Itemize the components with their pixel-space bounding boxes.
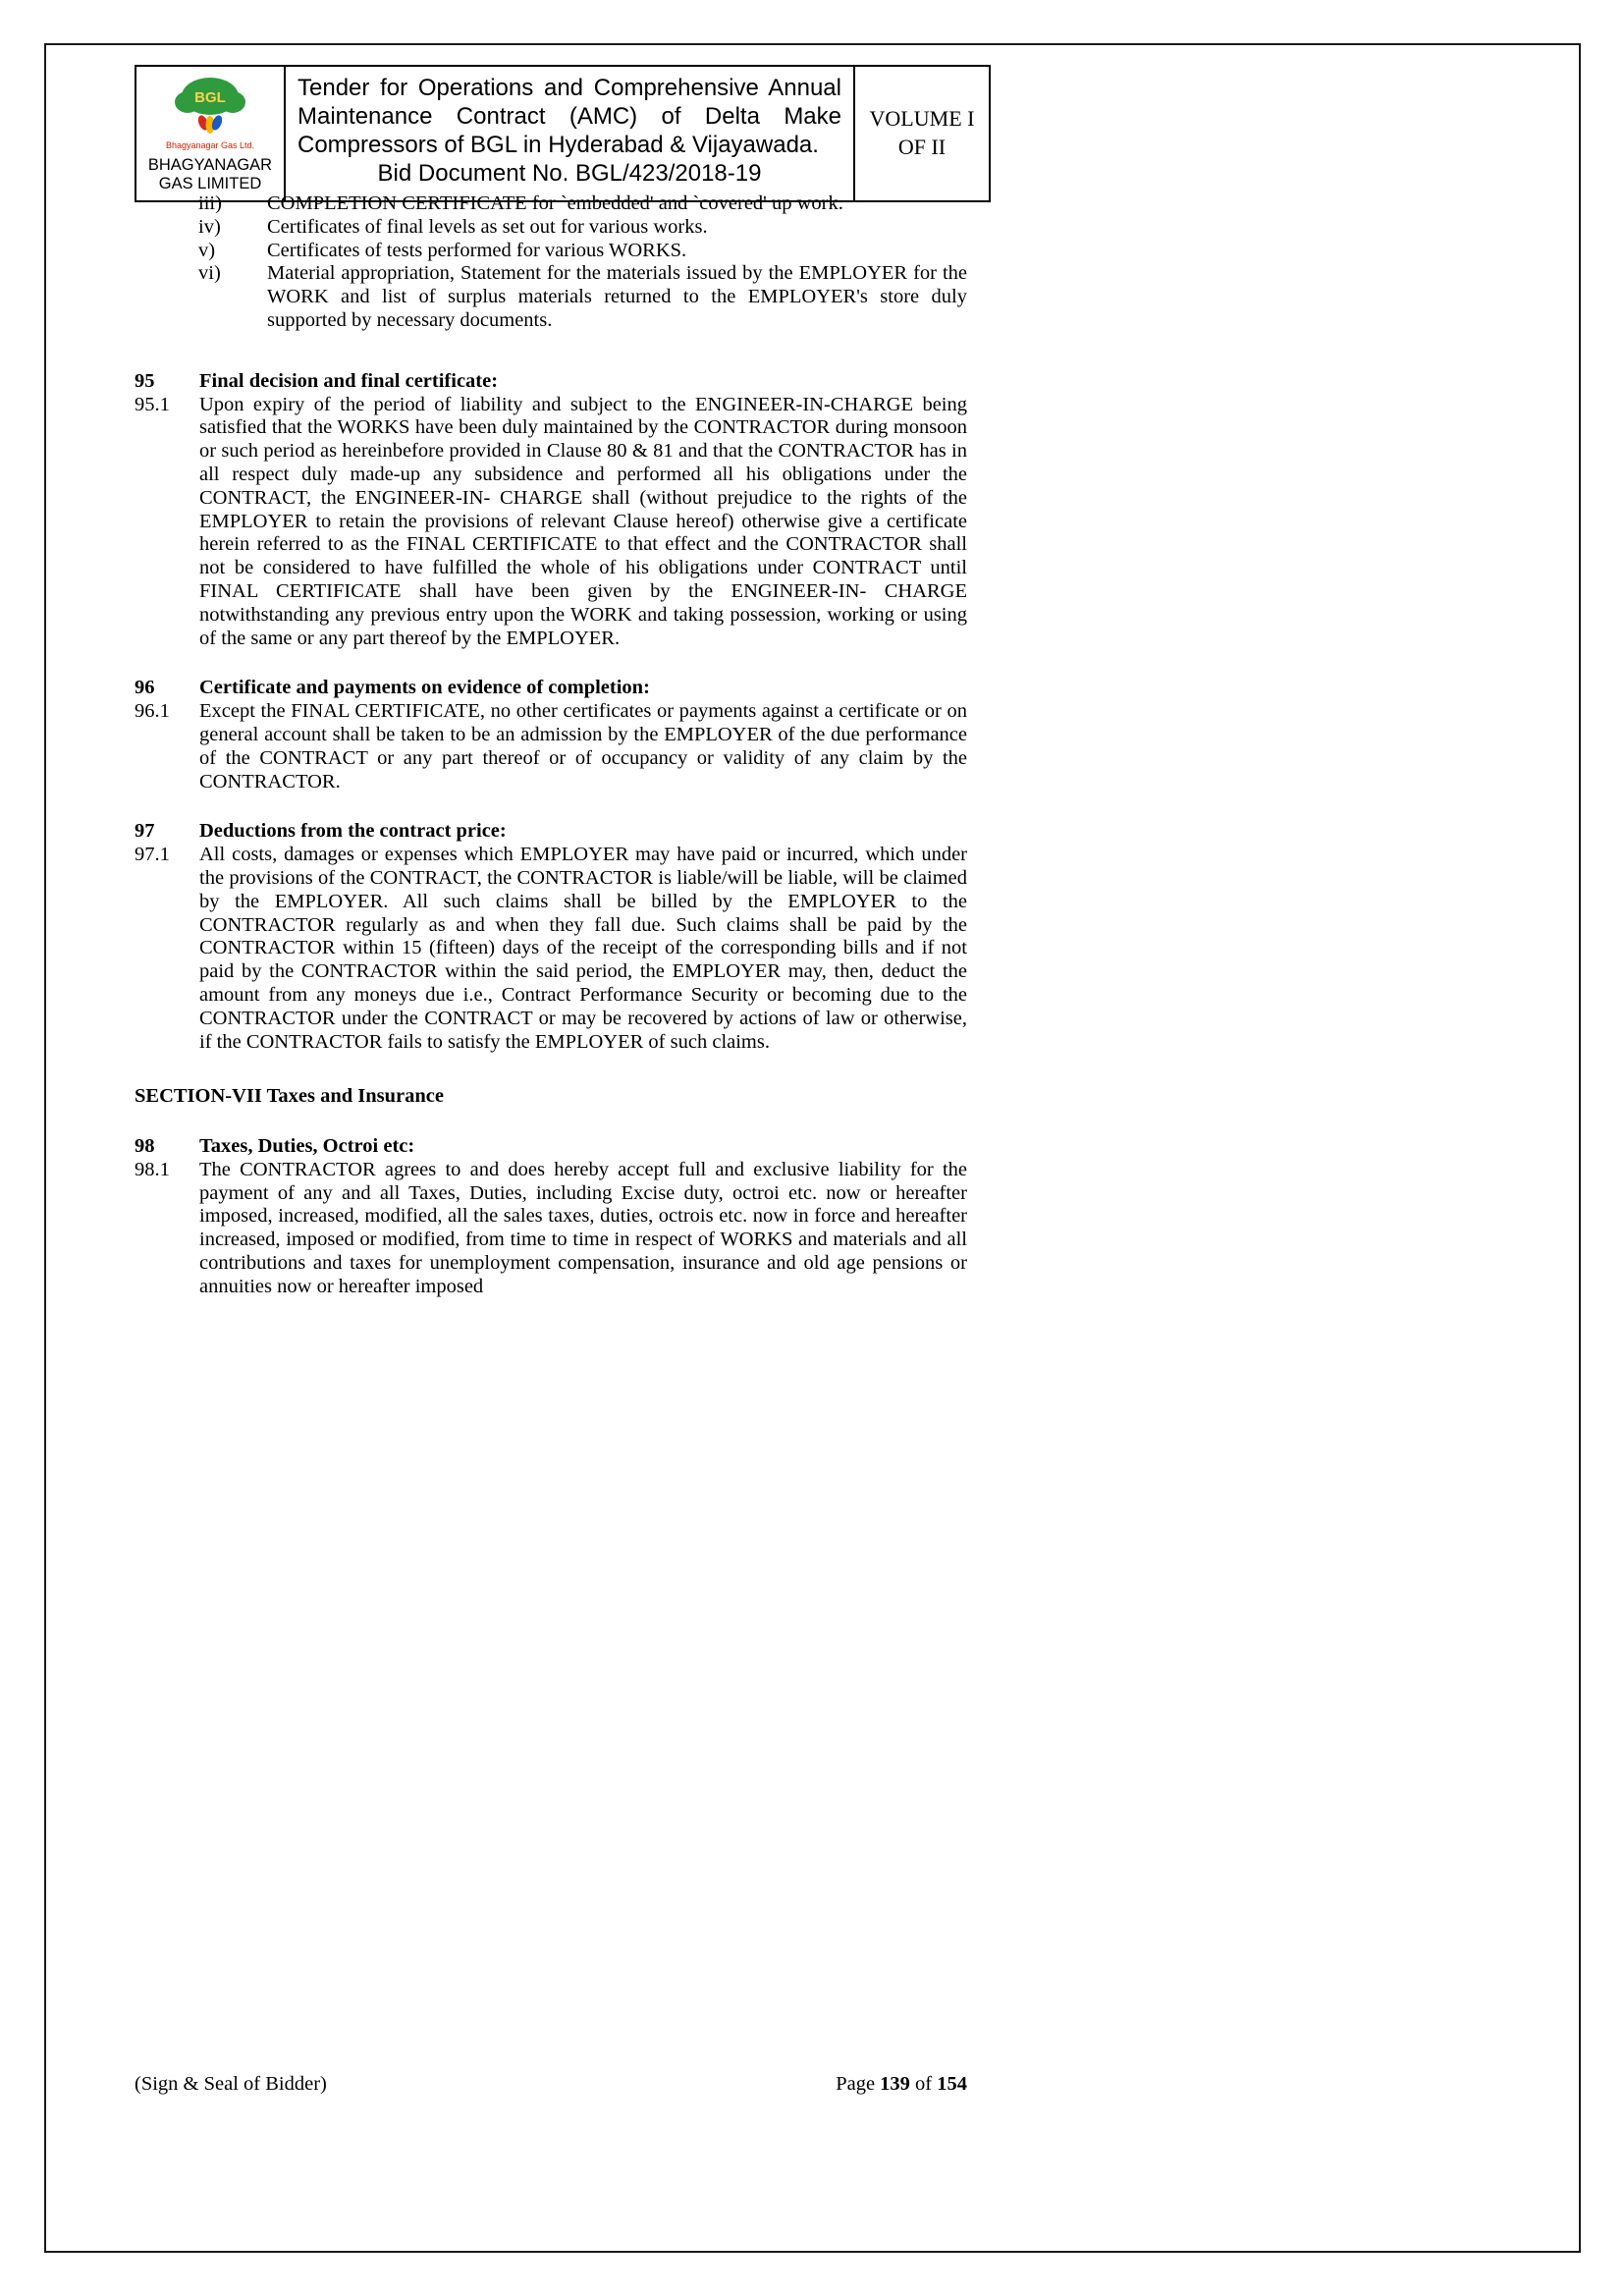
clause-text: Except the FINAL CERTIFICATE, no other certificates or payments against a certificate or on general account shall be taken to be an admission by the EMPLOYER of the due performance of the CONTRACT or any part thereof or of occupancy or validity of any claim by the CONTRACTOR. [199, 700, 967, 793]
clause-number: 97.1 [135, 844, 170, 866]
page-word: Page [836, 2073, 881, 2095]
list-item-text: Material appropriation, Statement for the materials issued by the EMPLOYER for the WORK and list of surplus materials returned to the EMPLOYER's store duly supported by necessary documents. [267, 262, 967, 331]
tender-title [286, 67, 855, 200]
bid-document-number: Bid Document No. BGL/423/2018-19 [377, 160, 762, 187]
section-heading [135, 1135, 967, 1159]
page-total: 154 [937, 2073, 967, 2095]
list-item-number: iv) [198, 215, 221, 238]
volume-line-1: VOLUME I [869, 106, 975, 132]
document-body [135, 192, 967, 1299]
list-item-number: iii) [198, 192, 222, 214]
bgl-logo-icon [165, 75, 255, 140]
section-number: 95 [135, 369, 155, 392]
section-paragraph [135, 844, 967, 1054]
logo-cell [136, 67, 286, 200]
section-97 [135, 820, 967, 1054]
list-item-text: COMPLETION CERTIFICATE for `embedded' and `covered' up work. [267, 192, 843, 214]
logo-acronym: BGL [194, 89, 226, 106]
section-95 [135, 370, 967, 651]
section-heading [135, 677, 967, 700]
list-item [198, 216, 967, 240]
section-paragraph [135, 1159, 967, 1299]
page-border [44, 43, 1581, 2253]
list-item-text: Certificates of tests performed for various WORKS. [267, 239, 687, 261]
list-item-number: v) [198, 239, 216, 261]
section-paragraph [135, 700, 967, 793]
header-table [135, 65, 991, 202]
list-item-number: vi) [198, 262, 221, 285]
sign-seal-label: (Sign & Seal of Bidder) [135, 2073, 327, 2095]
section-heading-text: Deductions from the contract price: [199, 820, 507, 843]
section-heading [135, 820, 967, 844]
list-item [198, 192, 967, 216]
list-item [198, 240, 967, 263]
clause-text: Upon expiry of the period of liability and subject to the ENGINEER-IN-CHARGE being satisfied that the WORKS have been duly maintained by the CONTRACTOR during monsoon or such period as hereinbefore provided in Clause 80 & 81 and that the CONTRACTOR has in all respect duly made-up any subsidence and performed all his obligations under the CONTRACT, the ENGINEER-IN- CHARGE shall (without prejudice to the rights of the EMPLOYER to retain the provisions of relevant Clause hereof) otherwise give a certificate herein referred to as the FINAL CERTIFICATE to that effect and the CONTRACTOR shall not be considered to have fulfilled the whole of his obligations under CONTRACT until FINAL CERTIFICATE shall have been given by the ENGINEER-IN- CHARGE notwithstanding any previous entry upon the WORK and taking possession, working or using of the same or any part thereof by the EMPLOYER. [199, 393, 967, 649]
tender-title-line: Compressors of BGL in Hyderabad & Vijayawada. [298, 132, 819, 158]
section-paragraph [135, 394, 967, 651]
logo-subtitle: Bhagyanagar Gas Ltd. [165, 140, 255, 150]
page-footer [135, 2073, 967, 2096]
clause-number: 96.1 [135, 700, 170, 723]
tender-title-line: Maintenance Contract (AMC) of Delta Make [298, 103, 841, 130]
section-number: 97 [135, 820, 155, 843]
section-heading-text: Certificate and payments on evidence of completion: [199, 677, 650, 699]
section-number: 96 [135, 677, 155, 699]
section-heading-text: Taxes, Duties, Octroi etc: [199, 1135, 415, 1158]
section-vii-heading: SECTION-VII Taxes and Insurance [135, 1085, 444, 1108]
of-word: of [909, 2073, 938, 2095]
volume-line-2: OF II [897, 134, 947, 159]
clause-number: 98.1 [135, 1158, 170, 1180]
clause-text: The CONTRACTOR agrees to and does hereby accept full and exclusive liability for the payment of any and all Taxes, Duties, including Excise duty, octroi etc. now or hereafter imposed, increased, modified, all the sales taxes, duties, octrois etc. now in force and hereafter increased, imposed or modified, from time to time in respect of WORKS and materials and all contributions and taxes for unemployment compensation, insurance and old age pensions or annuities now or hereafter imposed [199, 1158, 967, 1297]
clause-number: 95.1 [135, 393, 170, 415]
clause-text: All costs, damages or expenses which EMPLOYER may have paid or incurred, which under the provisions of the CONTRACT, the CONTRACTOR is liable/will be liable, will be claimed by the EMPLOYER. All such claims shall be billed by the EMPLOYER to the CONTRACTOR regularly as and when they fall due. Such claims shall be paid by the CONTRACTOR within 15 (fifteen) days of the receipt of the corresponding bills and if not paid by the CONTRACTOR within the said period, the EMPLOYER may, then, deduct the amount from any moneys due i.e., Contract Performance Security or becoming due to the CONTRACTOR under the CONTRACT or may be recovered by actions of law or otherwise, if the CONTRACTOR fails to satisfy the EMPLOYER of such claims. [199, 844, 967, 1053]
list-item-text: Certificates of final levels as set out for various works. [267, 215, 708, 238]
section-98 [135, 1135, 967, 1299]
volume-label [855, 67, 989, 200]
page-number [836, 2073, 967, 2096]
company-name: BHAGYANAGAR GAS LIMITED [147, 155, 273, 193]
page-current: 139 [880, 2073, 910, 2095]
section-number: 98 [135, 1135, 155, 1158]
list-item [198, 262, 967, 332]
tender-title-line: Tender for Operations and Comprehensive Annual [298, 75, 841, 101]
section-heading [135, 370, 967, 394]
section-96 [135, 677, 967, 793]
section-heading-text: Final decision and final certificate: [199, 369, 499, 392]
